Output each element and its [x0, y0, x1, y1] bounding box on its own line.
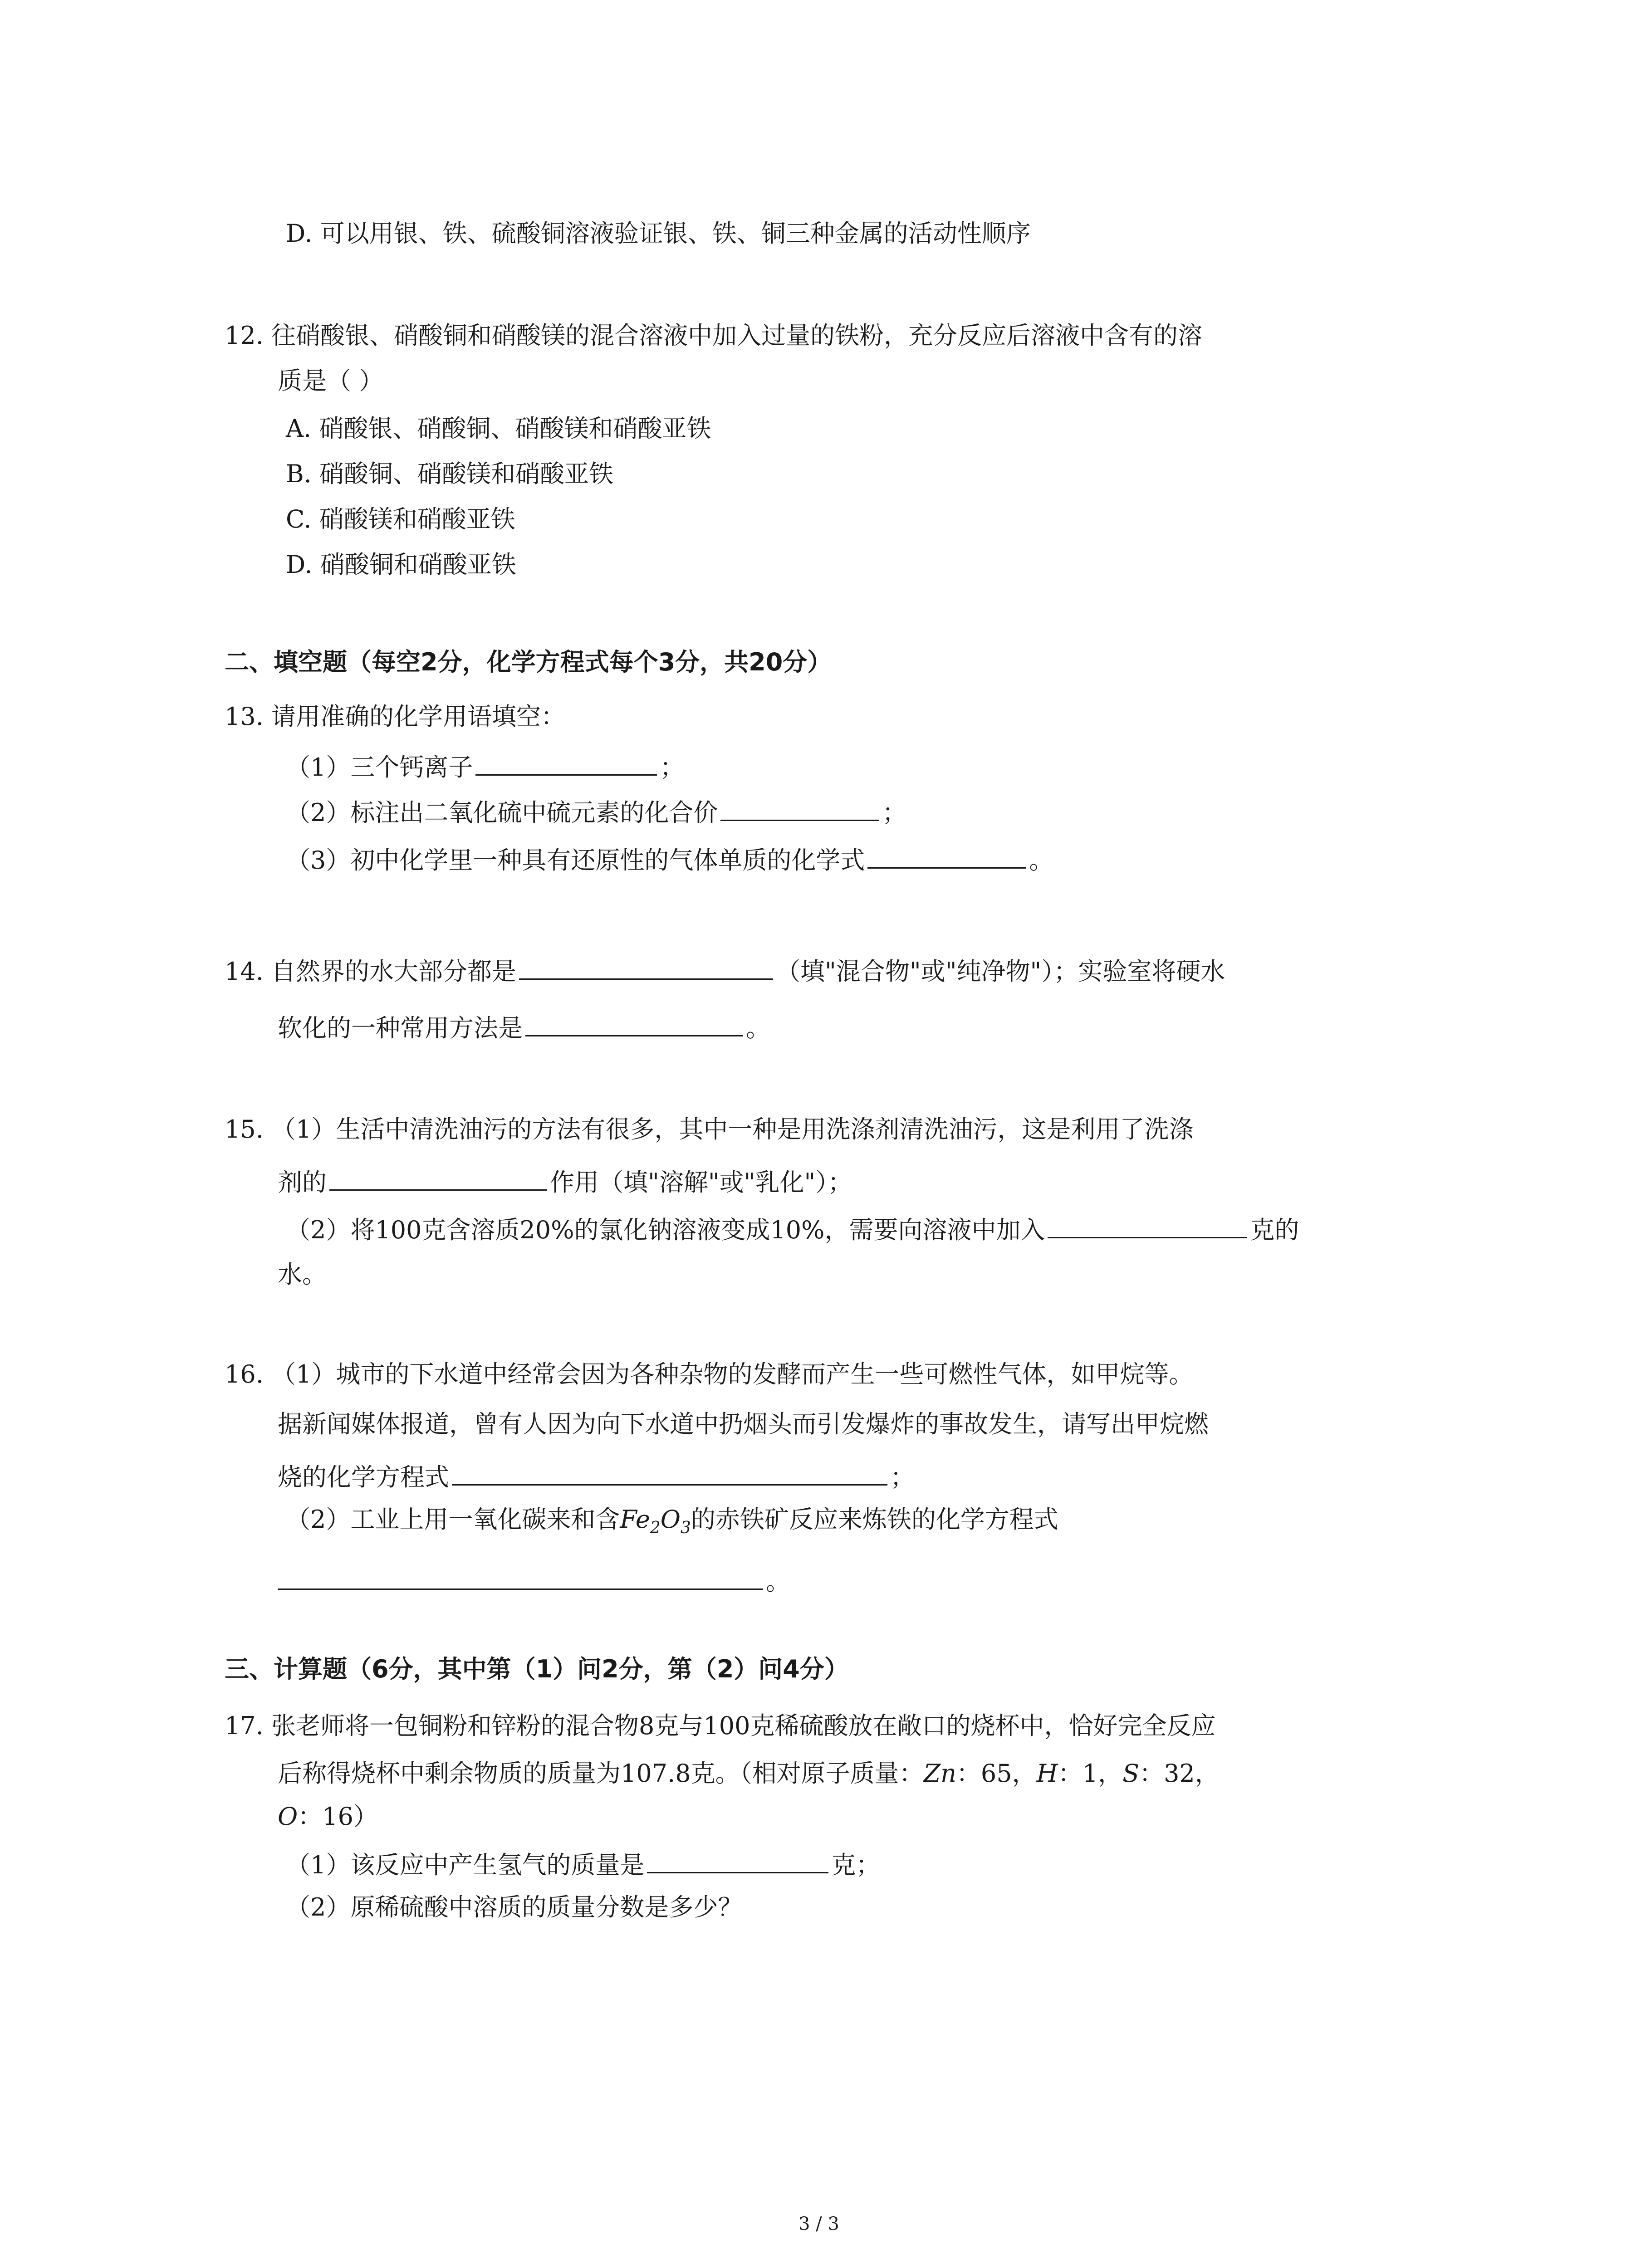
q14-blank-1[interactable] — [519, 950, 773, 980]
q17-line-1: 17. 张老师将一包铜粉和锌粉的混合物8克与100克稀硫酸放在敞口的烧杯中，恰好完全反应 — [225, 1711, 1216, 1740]
q13-blank-1[interactable] — [475, 746, 657, 776]
page-number: 3 / 3 — [798, 2214, 839, 2234]
q13-part2: （2）标注出二氧化硫中硫元素的化合价 ； — [286, 792, 906, 831]
q15-line-1: 15. （1）生活中清洗油污的方法有很多，其中一种是用洗涤剂清洗油污，这是利用了洗涤 — [225, 1115, 1194, 1144]
q16-blank-1[interactable] — [452, 1456, 887, 1486]
q13-part1: （1）三个钙离子 ； — [286, 746, 684, 786]
q16-line-2: 据新闻媒体报道，曾有人因为向下水道中扔烟头而引发爆炸的事故发生，请写出甲烷燃 — [278, 1410, 1209, 1438]
section3-title: 三、计算题（6分，其中第（1）问2分，第（2）问4分） — [225, 1655, 849, 1683]
q17-line-2: 后称得烧杯中剩余物质的质量为107.8克。（相对原子质量：Zn：65，H：1，S：32， — [278, 1759, 1220, 1788]
q16-line-3: 烧的化学方程式 ； — [278, 1456, 915, 1496]
q15-line-3: （2）将100克含溶质20%的氯化钠溶液变成10%，需要向溶液中加入 克的 — [286, 1209, 1299, 1248]
q16-blank-2[interactable] — [278, 1560, 763, 1590]
q12-option-b: B. 硝酸铜、硝酸镁和硝酸亚铁 — [286, 459, 614, 488]
q15-blank-1[interactable] — [329, 1161, 547, 1191]
q11-option-d: D. 可以用银、铁、硫酸铜溶液验证银、铁、铜三种金属的活动性顺序 — [286, 219, 1031, 248]
q16-line-1: 16. （1）城市的下水道中经常会因为各种杂物的发酵而产生一些可燃性气体，如甲烷等。 — [225, 1360, 1194, 1388]
q12-option-c: C. 硝酸镁和硝酸亚铁 — [286, 505, 515, 533]
section2-title: 二、填空题（每空2分，化学方程式每个3分，共20分） — [225, 648, 832, 676]
formula-fe2o3: $Fe_2O_3$ — [620, 1505, 691, 1537]
q12-option-d: D. 硝酸铜和硝酸亚铁 — [286, 550, 516, 579]
q17-part1: （1）该反应中产生氢气的质量是 克； — [286, 1844, 880, 1883]
q17-part2: （2）原稀硫酸中溶质的质量分数是多少？ — [286, 1893, 743, 1921]
q14-line-1: 14. 自然界的水大部分都是 （填"混合物"或"纯净物"）；实验室将硬水 — [225, 950, 1225, 990]
q13-blank-3[interactable] — [867, 839, 1026, 869]
q13-blank-2[interactable] — [720, 792, 879, 821]
q12-stem-1: 12. 往硝酸银、硝酸铜和硝酸镁的混合溶液中加入过量的铁粉，充分反应后溶液中含有的溶 — [225, 321, 1203, 350]
q15-line-4: 水。 — [278, 1260, 327, 1289]
q15-blank-2[interactable] — [1048, 1209, 1247, 1238]
q17-line-3: O：16） — [278, 1802, 378, 1831]
q16-line-4: （2）工业上用一氧化碳来和含$Fe_2O_3$的赤铁矿反应来炼铁的化学方程式 — [286, 1505, 1058, 1537]
q17-blank-1[interactable] — [647, 1844, 828, 1873]
q15-line-2: 剂的 作用（填"溶解"或"乳化"）； — [278, 1161, 852, 1201]
q12-option-a: A. 硝酸银、硝酸铜、硝酸镁和硝酸亚铁 — [286, 414, 711, 443]
q13-stem: 13. 请用准确的化学用语填空： — [225, 702, 566, 731]
q16-line-5: 。 — [278, 1560, 790, 1600]
q14-blank-2[interactable] — [525, 1007, 743, 1036]
q12-stem-2: 质是（ ） — [278, 367, 384, 395]
q14-line-2: 软化的一种常用方法是 。 — [278, 1007, 770, 1046]
q13-part3: （3）初中化学里一种具有还原性的气体单质的化学式 。 — [286, 839, 1053, 879]
